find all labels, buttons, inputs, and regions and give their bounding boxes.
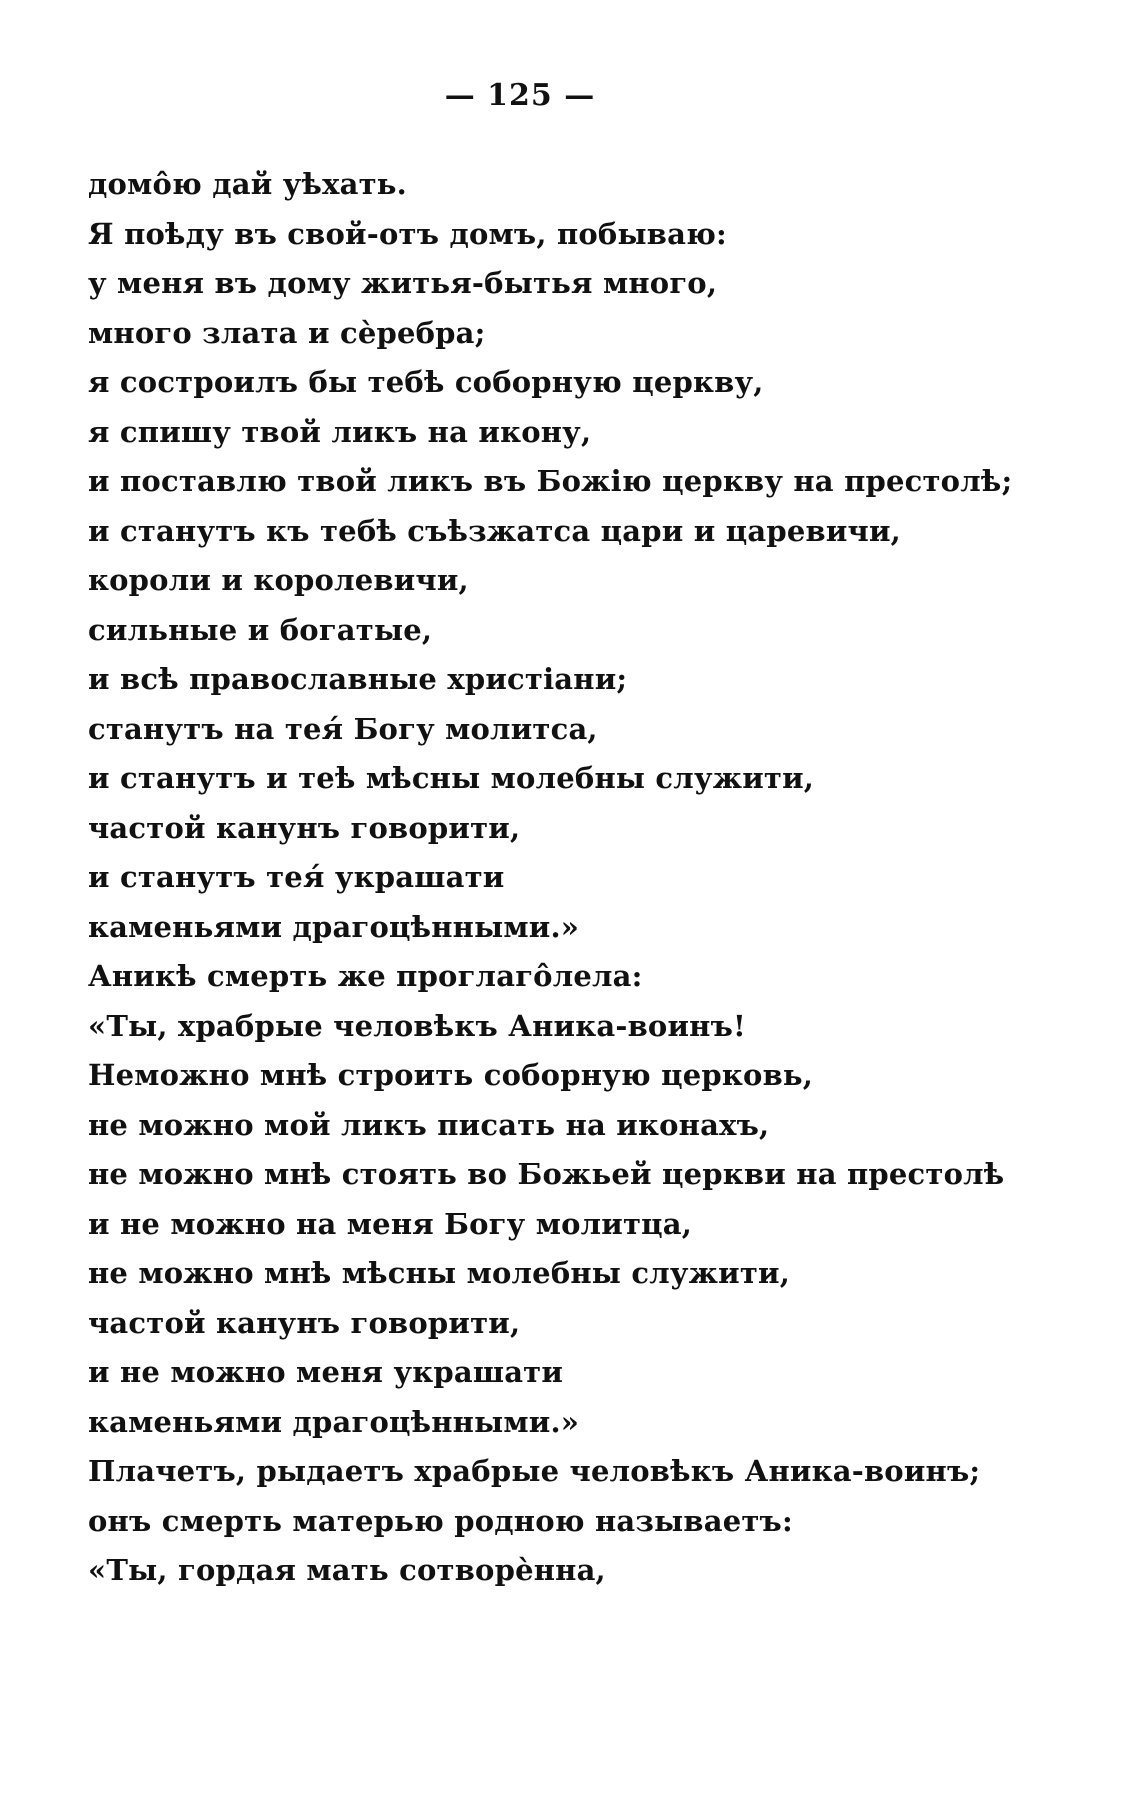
verse-line: и поставлю твой ликъ въ Божiю церкву на престолѣ; [88, 464, 1013, 498]
verse-line: частой канунъ говорити, [88, 1305, 521, 1340]
verse-line: «Ты, храбрые человѣкъ Аника-воинъ! [88, 1008, 746, 1043]
verse-line: станутъ на тея́ Богу молитса, [88, 711, 598, 746]
verse-line: каменьями драгоцѣнными.» [88, 909, 580, 944]
verse-line: короли и королевичи, [88, 563, 469, 597]
verse-line: я состроилъ бы тебѣ соборную церкву, [88, 365, 764, 399]
verse-line: я спишу твой ликъ на икону, [88, 414, 592, 449]
verse-line: и станутъ и теѣ мѣсны молебны служити, [88, 761, 815, 795]
verse-line: онъ смерть матерью родною называетъ: [88, 1503, 793, 1538]
verse-line: Неможно мнѣ строить соборную церковь, [88, 1058, 814, 1092]
verse-line: и станутъ къ тебѣ съѣзжатса цари и царевичи, [88, 513, 901, 548]
verse-line: и станутъ тея́ украшати [88, 860, 505, 894]
verse-line: и не можно на меня Богу молитца, [88, 1206, 693, 1241]
verse-line: Я поѣду въ свой-отъ домъ, побываю: [88, 216, 727, 251]
verse-line: не можно мнѣ стоять во Божьей церкви на престолѣ [88, 1157, 1005, 1191]
verse-text [88, 160, 1012, 1596]
verse-line: не можно мой ликъ писать на иконахъ, [88, 1107, 770, 1142]
verse-line: сильные и богатые, [88, 612, 433, 647]
verse-line: «Ты, гордая мать сотворѐнна, [88, 1553, 606, 1587]
verse-line: частой канунъ говорити, [88, 810, 521, 845]
verse-line: и не можно меня украшати [88, 1355, 564, 1389]
verse-line: Плачетъ, рыдаетъ храбрые человѣкъ Аника-воинъ; [88, 1454, 981, 1488]
verse-line: каменьями драгоцѣнными.» [88, 1404, 580, 1439]
verse-line: домо̂ю дай уѣхать. [88, 167, 407, 201]
page-number: — 125 — [444, 78, 596, 113]
verse-line: Аникѣ смерть же проглаго̂лела: [88, 959, 643, 993]
verse-line: у меня въ дому житья-бытья много, [88, 266, 718, 300]
verse-line: много злата и сѐребра; [88, 315, 486, 350]
verse-line: и всѣ православные христiани; [88, 662, 628, 696]
verse-line: не можно мнѣ мѣсны молебны служити, [88, 1256, 790, 1290]
